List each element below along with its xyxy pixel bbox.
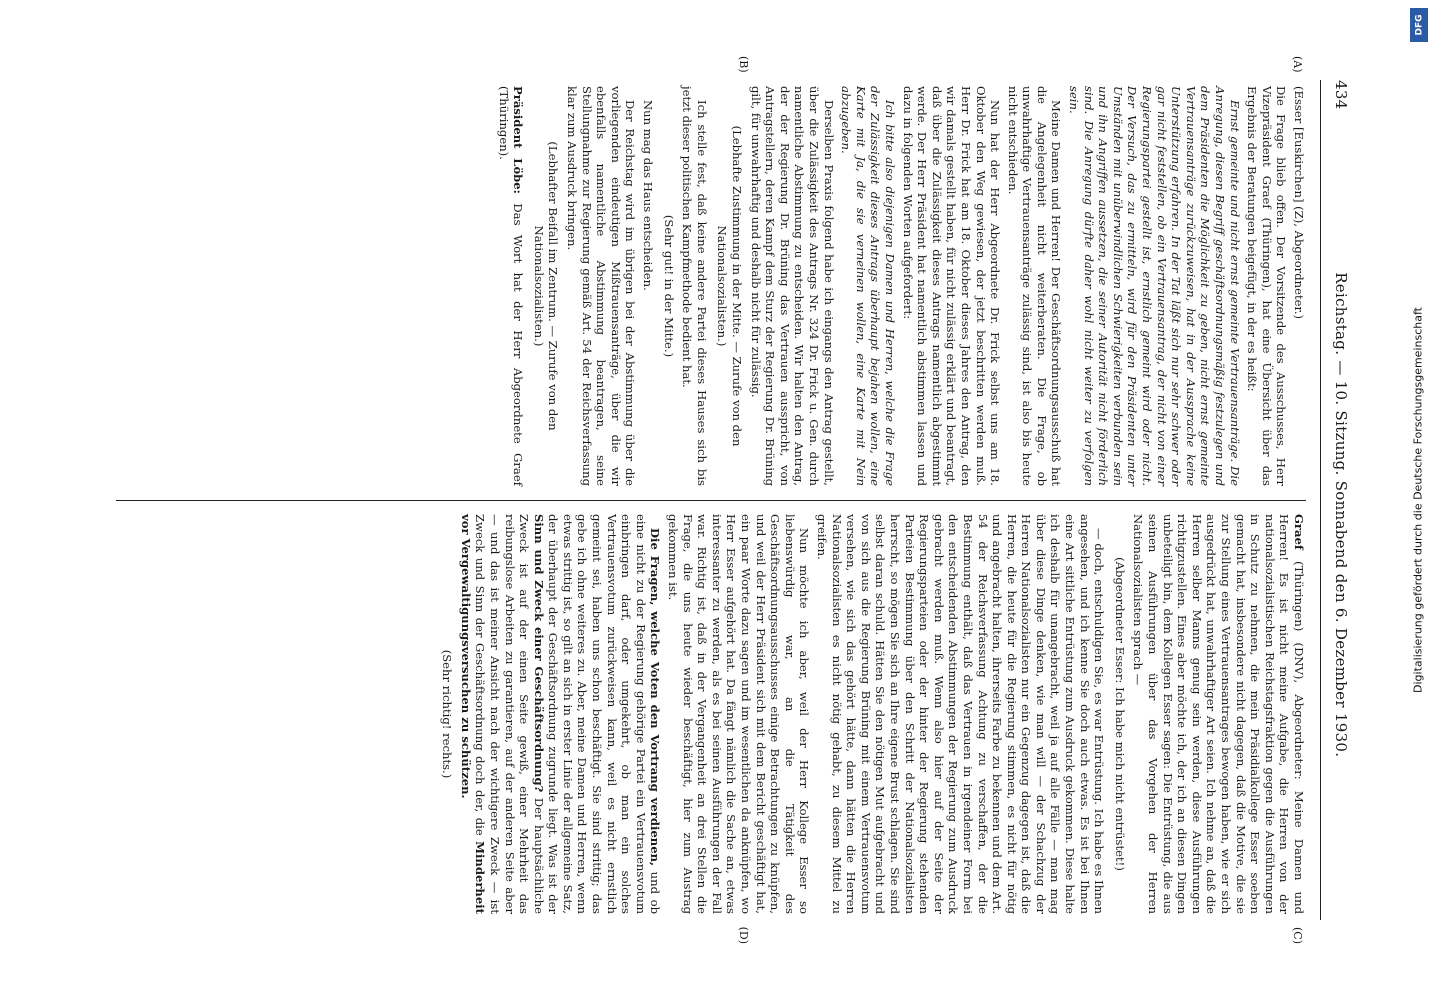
margin-mark-c: (C) [1291,927,1304,944]
paragraph: — doch, entschuldigen Sie, es war Entrüstung. Ich habe es Ihnen angesehen, und ich kenne Sie doch auch etwas. Es ist bei Ihnen eine Art sittliche Entrüstung zum Ausdruck gekommen. Diese halte ich deshalb für unangebracht, weil ja auf alle Fälle — man mag über diese Dinge denken, wie man will — der Schachzug der Herren Nationalsozialisten nur ein Gegenzug dagegen ist, daß die Herren, die heute für die Regierung stimmen, es nicht für nötig und angebracht halten, ihrerseits Farbe zu bekennen und dem Art. 54 der Reichsverfassung Achtung zu verschaffen, der die Bestimmung enthält, daß das Vertrauen in irgendeiner Form bei den entscheidenden Abstimmungen der Regierung zum Ausdruck gebracht werden muß. Wenn also hier auf der Seite der Regierungsparteien oder der hinter der Regierung stehenden Parteien Bestimmung über den Schritt der Nationalsozialisten herrscht, so mögen Sie sich an Ihre eigene Brust schlagen. Sie sind selbst daran schuld. Hätten Sie den nötigen Mut aufgebracht und von sich aus die Regierung Brüning mit einem Vertrauensvotum versehen, wie sich das gehört hätte, dann hätten die Herren Nationalsozialisten es nicht nötig gehabt, zu diesem Mittel zu greifen. [815,514,1107,914]
paragraph: Ich stelle fest, daß keine andere Partei dieses Hauses sich bis jetzt dieser politischen Kampfmethode bedient hat. [680,86,709,486]
emphasis: Sinn und Zweck einer Geschäftsordnung? [531,514,546,793]
column-divider [116,500,1306,501]
left-column [493,86,1306,486]
interjection: (Sehr richtig! rechts.) [440,649,455,779]
emphasis: Minderheit vor Vergewaltigungsversuchen zu schützen. [458,514,488,914]
interjection: (Abgeordneter Esser: Ich habe mich nicht entrüstet!) [1112,557,1127,871]
speaker-text: (Thüringen) (DNV), Abgeordneter: Meine Damen und Herren! Es ist nicht meine Aufgabe, die Herren von der nationalsozialistischen Reichstagsfraktion gegen die Ausführungen in Schutz zu nehmen, die mein Präsidialkollege Esser soeben gemacht hat, insbesondere nicht dagegen, daß die Motive, die sie zur Stellung eines Vertrauensantrages bewogen haben, wie er sich ausgedrückt hat, unwahrhaftiger Art seien. Ich nehme an, daß die Herren selber Manns genug sein werden, diese Ausführungen richtigzustellen. Eines aber möchte ich, der ich an diesen Dingen unbeteiligt bin, dem Kollegen Esser sagen: Die Entrüstung, die aus seinen Ausführungen über das Vorgehen der Herren Nationalsozialisten sprach — [1131,514,1306,915]
emphasis: Die Fragen, welche Voten den Vortrang verdienen, [648,528,663,867]
paragraph: Meine Damen und Herren! Der Geschäftsordnungsausschuß hat die Angelegenheit nicht weiterberaten. Die Frage, ob unwahrhaftige Vertrauensanträge zulässig sind, ist also bis heute nicht entschieden. [1005,86,1064,486]
margin-mark-a: (A) [1291,56,1304,73]
paragraph: Derselben Praxis folgend habe ich eingangs den Antrag gestellt, über die Zulässigkeit des Antrags Nr. 324 Dr. Frick u. Gen. durch namentliche Abstimmung zu entscheiden. Wir halten den Antrag, der der Regierung Dr. Brüning das Vertrauen ausspricht, von Antragstellern, deren Kampf dem Sturz der Regierung Dr. Brüning gilt, für unwahrhaftig und deshalb nicht für zulässig. [748,86,836,486]
speaker-text: Das Wort hat der Herr Abgeordnete Graef (Thüringen). [496,86,526,486]
text: Der hauptsächliche Zweck ist auf der einen Seite gewiß, einer Mehrheit das reibungslose Arbeiten zu garantieren, auf der anderen Seite aber — und das ist meiner Ansicht nach der wichtigere Zweck — ist Zweck und Sinn der Geschäftsordnung doch der, die [473,514,546,914]
speaker-name: Graef [1292,514,1306,550]
paragraph: Nun möchte ich aber, weil der Herr Kollege Esser so liebenswürdig war, an die Tätigkeit des Geschäftsordnungsausschusses einige Betrachtungen zu knüpfen, und weil der Herr Präsident sich mit dem Bericht geschäftigt hat, ein paar Worte dazu sagen und im wesentlichen da anknüpfen, wo Herr Esser aufgehört hat. Da fängt nämlich die Sache an, etwas interessanter zu werden, als es bei seinen Ausführungen der Fall war. Richtig ist, daß in der Vergangenheit an drei Stellen die Frage, die uns heute wieder beschäftigt, hier zum Austrag gekommen ist. [666,514,812,914]
page-number: 434 [1332,80,1350,110]
quotation: Ich bitte also diejenigen Damen und Herren, welche die Frage der Zulässigkeit dieses Antrags überhaupt bejahen wollen, eine Karte mit Ja, die sie verneinen wollen, eine Karte mit Nein abzugeben. [839,86,897,486]
speaker-name: Präsident Löbe: [511,86,526,194]
right-column [434,514,1306,914]
paragraph: Nun mag das Haus entscheiden. [641,100,656,291]
margin-mark-d: (D) [737,926,750,944]
paragraph: Nun hat der Herr Abgeordnete Dr. Frick selbst uns am 18. Oktober den Weg gewiesen, der jetzt beschritten werden muß. Herr Dr. Frick hat am 18. Oktober dieses Jahres den Antrag, den wir damals gestellt haben, für nicht zulässig erklärt und beantragt, daß über die Zulässigkeit dieses Antrags namentlich abgestimmt werde. Der Herr Präsident hat namentlich abstimmen lassen und dazu in folgenden Worten aufgefordert: [900,86,1003,486]
quotation: Ernst gemeinte und nicht ernst gemeinte Vertrauensanträge. Die Anregung, diesen Begriff geschäftsordnungsmäßig festzulegen und dem Präsidenten die Möglichkeit zu geben, nicht ernst gemeinte Vertrauensanträge zurückzuweisen, hat in der Aussprache keine Unterstützung erfahren. In der Tat läßt sich nur sehr schwer oder gar nicht feststellen, ob ein Vertrauensantrag, der nicht von einer Regierungspartei gestellt ist, ernstlich gemeint wird oder nicht. Der Versuch, das zu ermitteln, wird für den Präsidenten unter Umständen mit unüberwindlichen Schwierigkeiten verbunden sein und ihn Angriffen aussetzen, die seiner Autorität nicht förderlich sind. Die Anregung dürfte daher wohl nicht weiter zu verfolgen sein. [1067,86,1242,486]
speaker-paragraph [1131,514,1306,914]
interjection: (Sehr gut! in der Mitte.) [661,214,676,358]
interjection: (Lebhafte Zustimmung in der Mitte. — Zurufe von den Nationalsozialisten.) [715,125,745,447]
margin-mark-b: (B) [737,56,750,73]
dfg-logo: DFG [1410,8,1428,42]
paragraph: Der Reichstag wird im übrigen bei der Abstimmung über die vorliegenden eindeutigen Mißtrauensanträge, über die wir ebenfalls namentliche Abstimmung beantragen, seine Stellungnahme zur Regierung gemäß Art. 54 der Reichsverfassung klar zum Ausdruck bringen. [565,86,638,486]
document-page [72,50,1362,950]
page-header [1322,80,1350,920]
paragraph: (Esser [Euskirchen] (Z), Abgeordneter.) [1292,86,1306,319]
speaker-paragraph [496,86,525,486]
header-rule [1320,80,1321,920]
page-title: Reichstag. — 10. Sitzung. Sonnabend den 6. Dezember 1930. [1332,272,1350,758]
paragraph [458,514,662,914]
interjection: (Lebhafter Beifall im Zentrum. — Zurufe von den Nationalsozialisten.) [531,141,561,431]
paragraph: Die Frage blieb offen. Der Vorsitzende des Ausschusses, Herr Vizepräsident Graef (Thüringen), hat eine Übersicht über das Ergebnis der Beratungen beigefügt, in der es heißt: [1245,86,1289,486]
text: und ob eine nicht zu der Regierung gehörige Partei ein Vertrauensvotum einbringen darf, oder umgekehrt, ob man ein solches Vertrauensvotum zurückweisen kann, weil es nicht ernstlich gemeint sei, haben uns schon beschäftigt. Sie sind strittig; das gebe ich ohne weiteres zu. Aber, meine Damen und Herren, wenn etwas strittig ist, so gilt an sich in erster Linie der allgemeine Satz, der überhaupt der Geschäftsordnung zugrunde liegt. Was ist der [546,514,663,914]
digitization-credit: Digitalisierung gefördert durch die Deutsche Forschungsgemeinschaft [1411,307,1425,693]
